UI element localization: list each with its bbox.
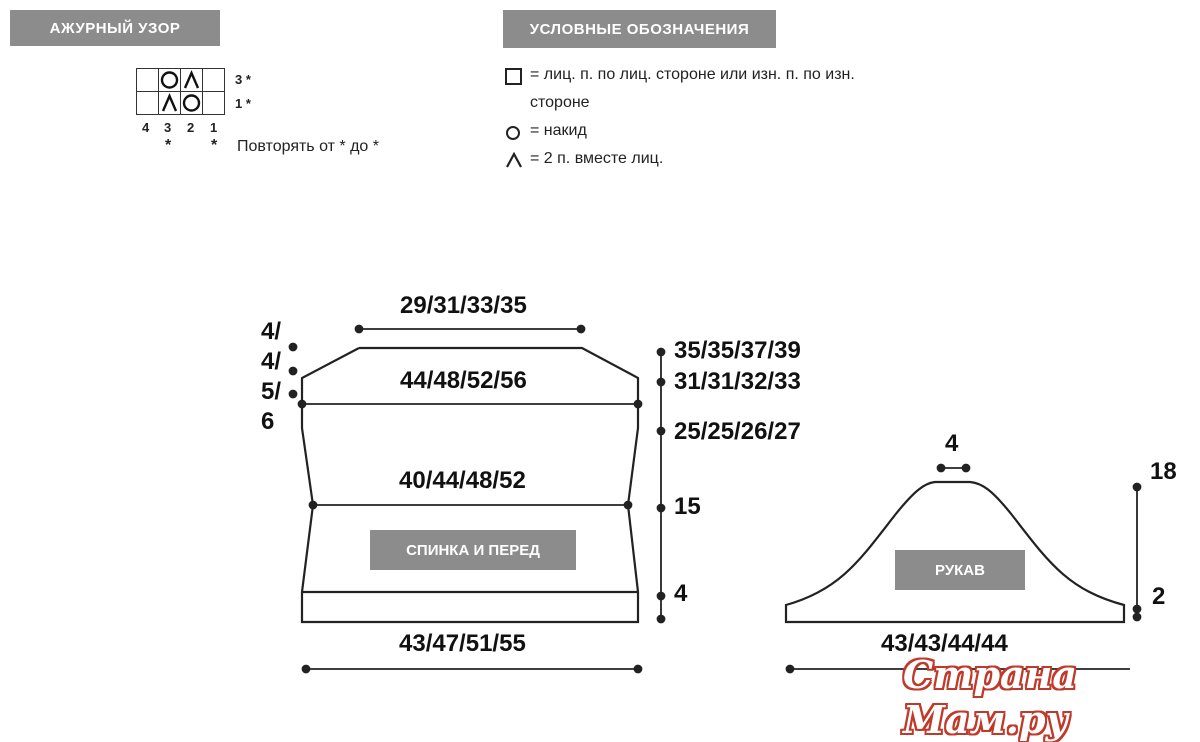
site-watermark-logo: Страна Мам.ру — [903, 652, 1077, 742]
body-left-height-1: 4/ — [261, 318, 282, 345]
legend-title: УСЛОВНЫЕ ОБОЗНАЧЕНИЯ — [503, 10, 776, 48]
body-right-height-4: 15 — [674, 493, 701, 520]
body-left-height-3: 5/ — [261, 378, 282, 405]
column-number-4: 4 — [142, 120, 150, 135]
body-right-height-5: 4 — [674, 580, 688, 607]
repeat-marker-end: * — [211, 137, 218, 154]
body-right-height-1: 35/35/37/39 — [674, 337, 801, 364]
repeat-marker-start: * — [165, 137, 172, 154]
body-bottom-width: 43/47/51/55 — [399, 630, 526, 657]
sleeve-label: РУКАВ — [895, 550, 1025, 590]
sleeve-bottom-width: 43/43/44/44 — [881, 630, 1008, 657]
column-number-1: 1 — [210, 120, 218, 135]
body-piece-label: СПИНКА И ПЕРЕД — [370, 530, 576, 570]
body-left-height-2: 4/ — [261, 348, 282, 375]
body-right-height-3: 25/25/26/27 — [674, 418, 801, 445]
column-number-2: 2 — [187, 120, 195, 135]
sleeve-height-bottom: 2 — [1152, 583, 1166, 610]
legend-item-square: = лиц. п. по лиц. стороне или изн. п. по изн. — [530, 66, 855, 83]
body-right-height-2: 31/31/32/33 — [674, 368, 801, 395]
pattern-title: АЖУРНЫЙ УЗОР — [10, 10, 220, 46]
legend-item-circle: = накид — [530, 122, 587, 139]
body-left-height-4: 6 — [261, 408, 275, 435]
legend-item-square-continued: стороне — [530, 94, 590, 111]
body-chest-width: 44/48/52/56 — [400, 367, 527, 394]
column-number-3: 3 — [164, 120, 172, 135]
sleeve-top-width: 4 — [945, 430, 959, 457]
row-label-3: 3 * — [235, 72, 251, 87]
body-waist-width: 40/44/48/52 — [399, 467, 526, 494]
row-label-1: 1 * — [235, 96, 251, 111]
repeat-instruction: Повторять от * до * — [237, 138, 379, 155]
sleeve-height-top: 18 — [1150, 458, 1177, 485]
legend-item-caret: = 2 п. вместе лиц. — [530, 150, 664, 167]
body-top-width: 29/31/33/35 — [400, 292, 527, 319]
